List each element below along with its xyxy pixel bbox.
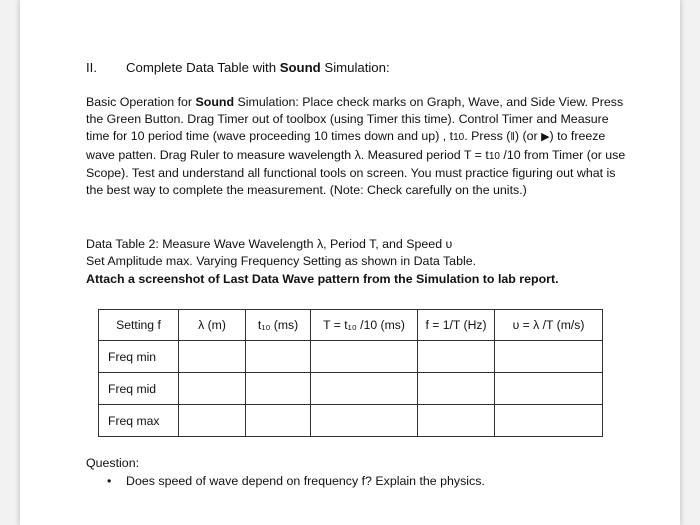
- table-setup-note: Set Amplitude max. Varying Frequency Setting as shown in Data Table.: [86, 254, 477, 269]
- table-row: [99, 373, 603, 405]
- cell-input[interactable]: [495, 373, 603, 405]
- pause-icon: ‖: [510, 131, 515, 144]
- t10-subscript: 10: [453, 132, 465, 144]
- instructions-body-1: Simulation: Place check marks on Graph, Wave, and Side View. Press the Green Button. Drag Timer out of toolbox (using Timer this time). Control Timer and Measure time for 10 period time (wave proceeding 10 times down and up) , t: [86, 95, 624, 144]
- table-row: [99, 405, 603, 437]
- instructions-body-4: ) to freeze wave patten. Drag Ruler to measure wavelength λ. Measured period T = t: [86, 129, 606, 162]
- question-text: Does speed of wave depend on frequency f? Explain the physics.: [126, 474, 485, 488]
- cell-input[interactable]: [418, 373, 495, 405]
- attach-instruction: Attach a screenshot of Last Data Wave pattern from the Simulation to lab report.: [86, 272, 559, 286]
- cell-input[interactable]: [246, 373, 311, 405]
- header-frequency: f = 1/T (Hz): [418, 310, 495, 341]
- section-title-pre: Complete Data Table with: [126, 60, 280, 75]
- header-t10: t₁₀ (ms): [246, 310, 311, 341]
- instructions-lead: Basic Operation for: [86, 95, 196, 109]
- instructions-body-2: . Press (: [464, 129, 511, 144]
- table-header-row: [99, 310, 603, 341]
- play-icon: ▶: [541, 131, 550, 144]
- row-label-freq-min: Freq min: [99, 341, 179, 373]
- cell-input[interactable]: [179, 341, 246, 373]
- instructions-paragraph: [86, 94, 626, 199]
- t10-subscript-2: 10: [488, 150, 500, 162]
- cell-input[interactable]: [246, 405, 311, 437]
- header-period: T = t₁₀ /10 (ms): [311, 310, 418, 341]
- cell-input[interactable]: [311, 341, 418, 373]
- instructions-lead-bold: Sound: [195, 95, 235, 109]
- header-speed: υ = λ /T (m/s): [495, 310, 603, 341]
- section-number: II.: [86, 60, 97, 75]
- cell-input[interactable]: [246, 341, 311, 373]
- question-label: Question:: [86, 456, 140, 470]
- section-title-bold: Sound: [279, 60, 321, 75]
- row-label-freq-max: Freq max: [99, 405, 179, 437]
- question-item: [107, 474, 485, 488]
- cell-input[interactable]: [179, 405, 246, 437]
- cell-input[interactable]: [179, 373, 246, 405]
- cell-input[interactable]: [311, 373, 418, 405]
- cell-input[interactable]: [311, 405, 418, 437]
- instructions-body-3: ) (or: [514, 129, 542, 144]
- cell-input[interactable]: [495, 341, 603, 373]
- data-table-2: [98, 309, 603, 437]
- cell-input[interactable]: [418, 405, 495, 437]
- header-wavelength: λ (m): [179, 310, 246, 341]
- section-title-post: Simulation:: [320, 60, 390, 75]
- bullet-icon: •: [107, 474, 112, 488]
- table-intro: [86, 236, 626, 270]
- table-row: [99, 341, 603, 373]
- header-setting-f: Setting f: [99, 310, 179, 341]
- section-heading: [86, 60, 390, 75]
- cell-input[interactable]: [495, 405, 603, 437]
- cell-input[interactable]: [418, 341, 495, 373]
- instructions-body-5: /10 from Timer (or use Scope). Test and understand all functional tools on screen. You must practice figuring out what is the best way to complete the measurement. (Note: Check carefully on the units.): [86, 147, 626, 198]
- row-label-freq-mid: Freq mid: [99, 373, 179, 405]
- table-caption: Data Table 2: Measure Wave Wavelength λ, Period T, and Speed υ: [86, 237, 453, 251]
